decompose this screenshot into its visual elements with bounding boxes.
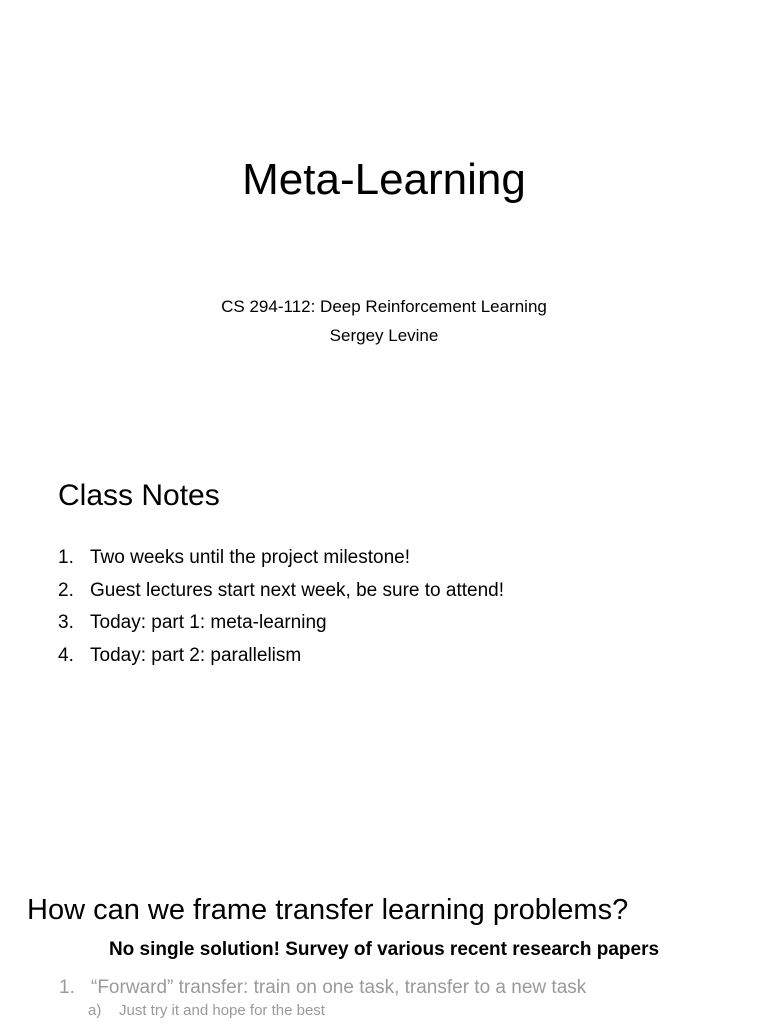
list-item-number: 4. — [58, 644, 74, 666]
list-item-text: Today: part 1: meta-learning — [90, 612, 327, 633]
list-item-text: Guest lectures start next week, be sure to attend! — [90, 579, 504, 601]
class-notes-list — [58, 542, 504, 672]
list-item-number: 2. — [58, 579, 74, 601]
list-item — [59, 975, 586, 1001]
list-item — [58, 542, 504, 575]
list-item-text: Two weeks until the project milestone! — [90, 547, 410, 568]
class-notes-heading: Class Notes — [58, 479, 220, 512]
list-item-text: “Forward” transfer: train on one task, transfer to a new task — [91, 977, 587, 998]
sub-list-item — [88, 1001, 325, 1021]
slide-class-notes — [0, 432, 768, 864]
slide-transfer-learning — [0, 864, 768, 1024]
list-item — [58, 575, 504, 608]
list-item — [58, 640, 504, 673]
sub-list-item-text: Just try it and hope for the best — [119, 1002, 325, 1019]
list-item — [58, 607, 504, 640]
slide-title — [0, 0, 768, 432]
list-item-text: Today: part 2: parallelism — [90, 644, 302, 666]
sub-list-item-letter: a) — [88, 1002, 102, 1019]
list-item-number: 1. — [58, 547, 74, 568]
instructor-name: Sergey Levine — [329, 326, 439, 345]
transfer-learning-subtitle: No single solution! Survey of various recent research papers — [108, 939, 660, 960]
list-item-number: 1. — [59, 977, 75, 998]
slide-title-heading: Meta-Learning — [242, 155, 526, 204]
course-name: CS 294-112: Deep Reinforcement Learning — [221, 297, 547, 316]
list-item-number: 3. — [58, 612, 74, 633]
transfer-learning-heading: How can we frame transfer learning problems? — [27, 894, 629, 926]
